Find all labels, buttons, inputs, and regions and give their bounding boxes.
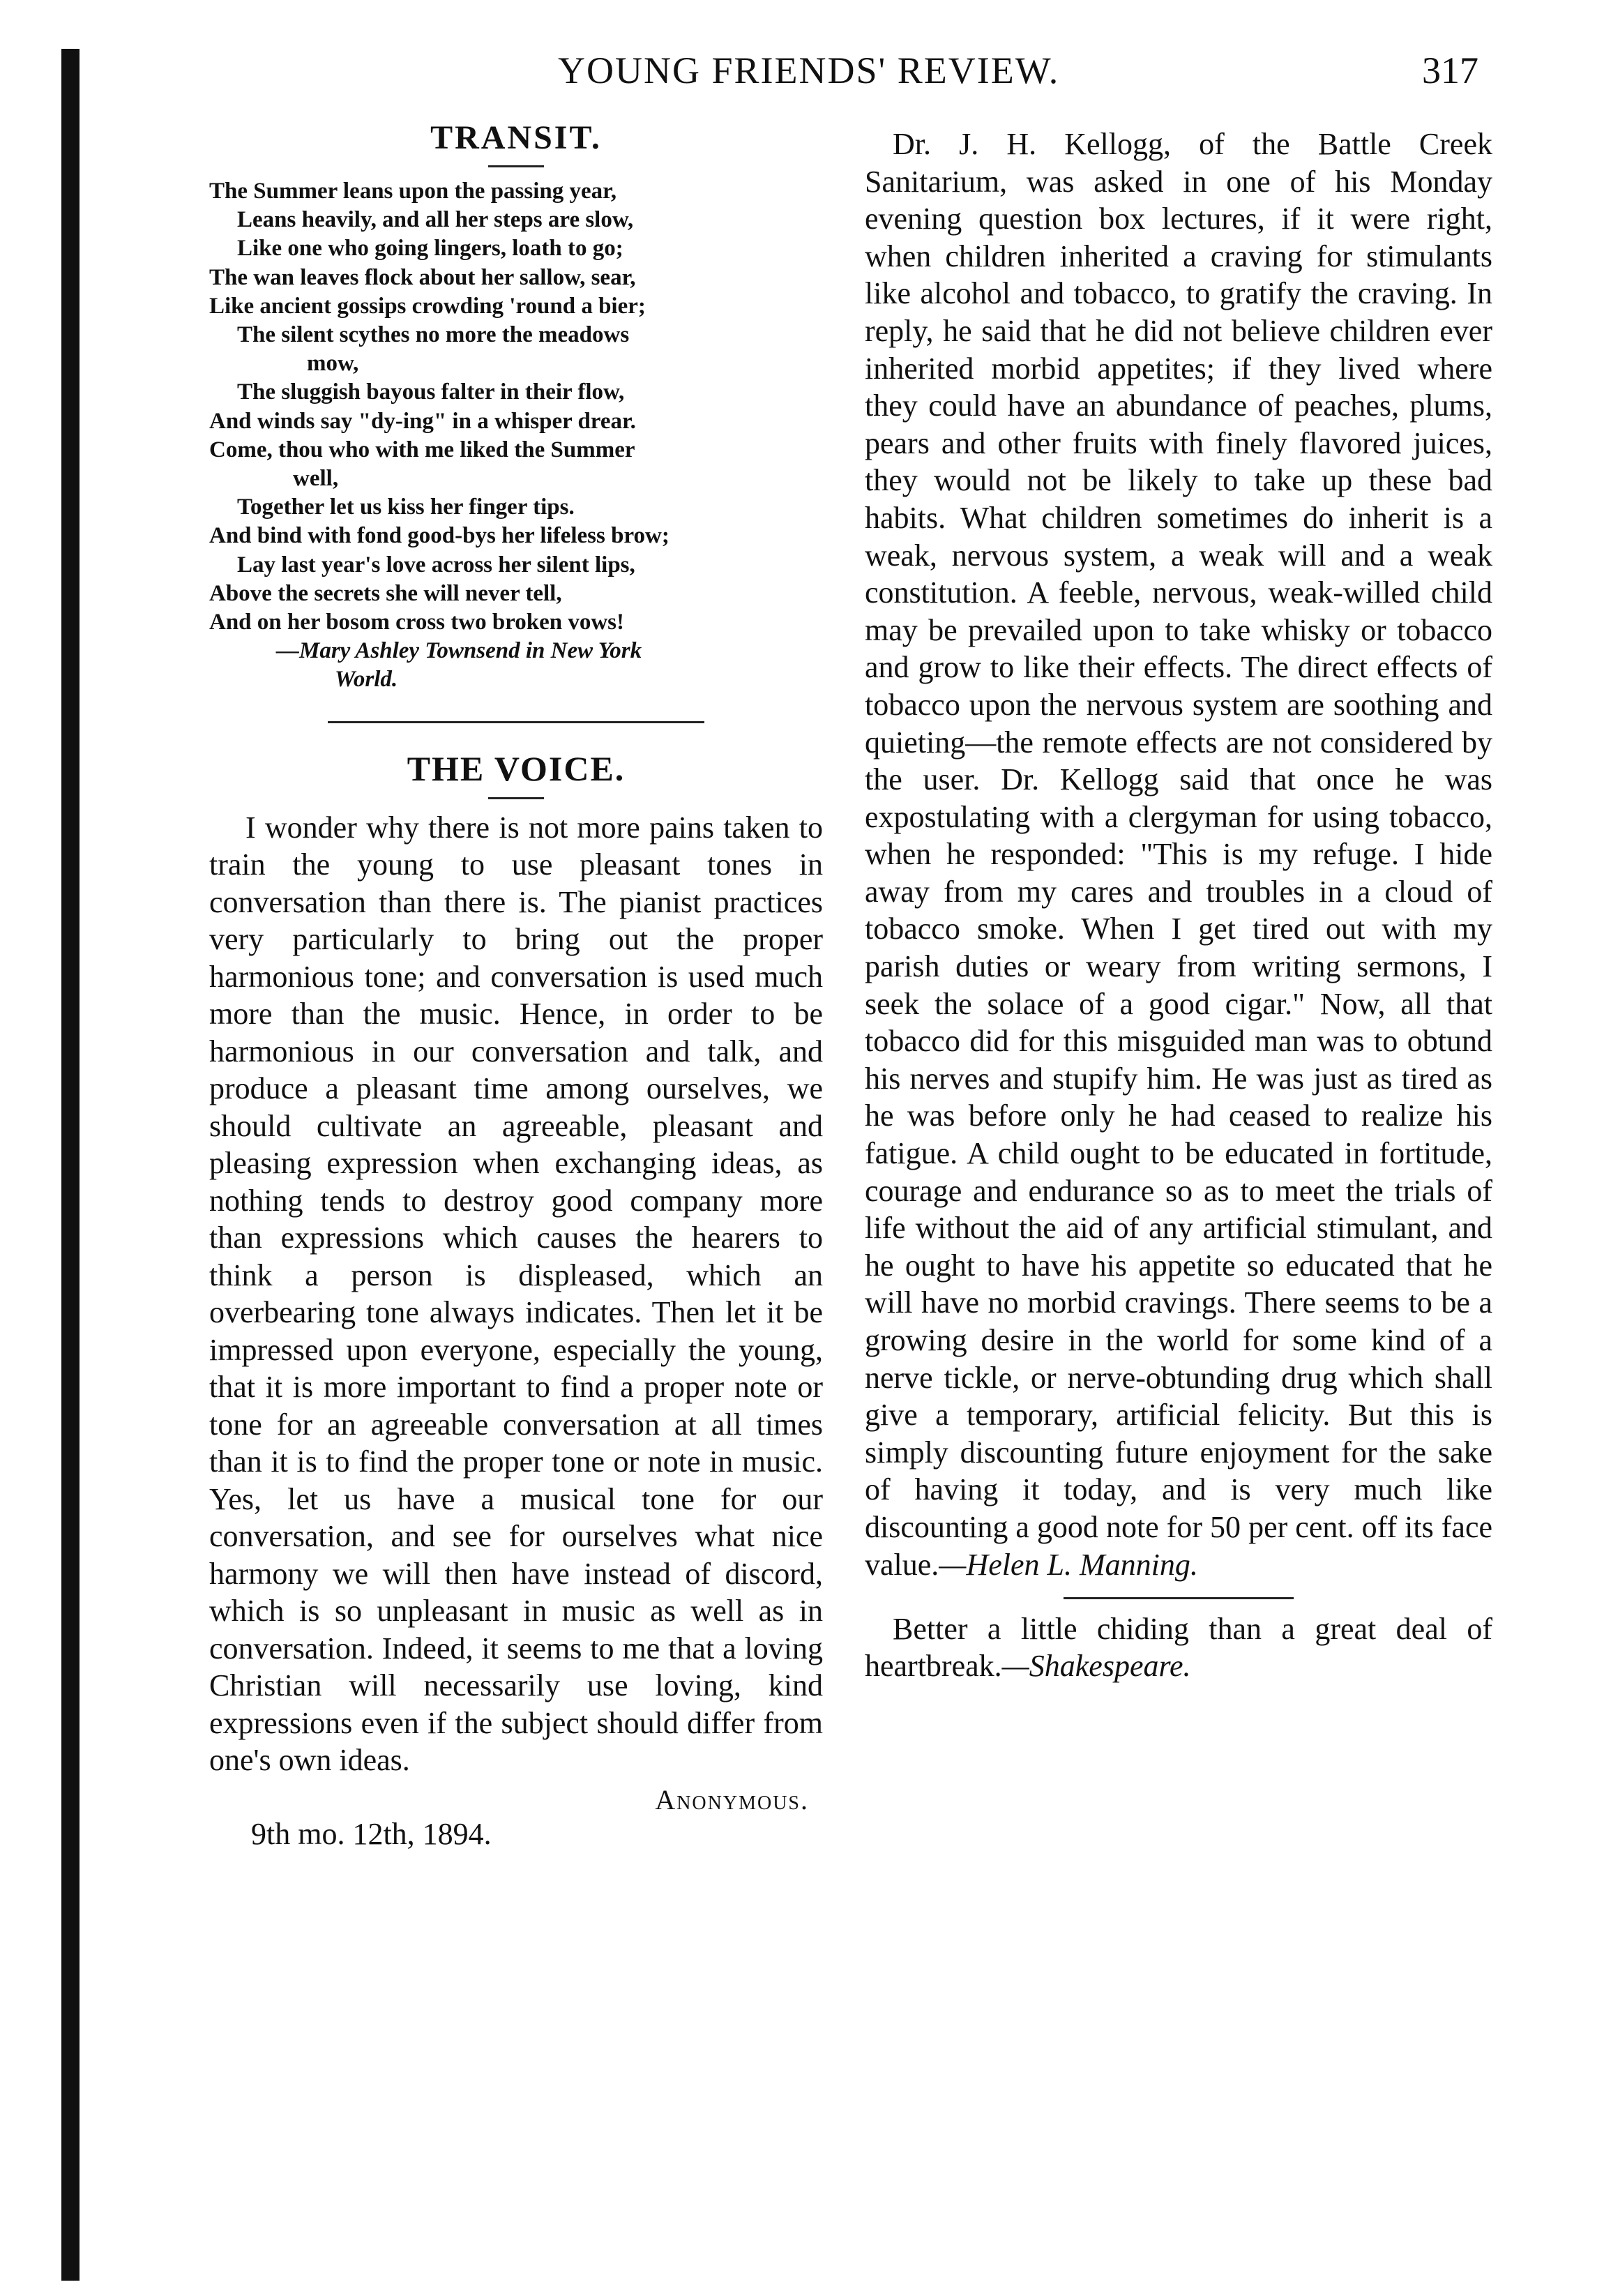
poem-line: The Summer leans upon the passing year,: [209, 179, 617, 204]
page-header: [209, 49, 1492, 105]
poem-line: Like one who going lingers, loath to go;: [237, 236, 623, 262]
poem-line: The silent scythes no more the meadows: [237, 322, 630, 348]
poem-line: well,: [293, 466, 339, 492]
poem-body: [209, 177, 823, 695]
kellogg-text: Dr. J. H. Kellogg, of the Battle Creek Sanitarium, was asked in one of his Monday evening question box lectures, if it were right, when children inherited a craving for stimulants like alcohol and tobacco, to gratify the craving. In reply, he said that he did not believe children ever inherited morbid appetites; if they lived where they could have an abundance of peaches, plums, pears and other fruits with finely flavored juices, they would not be likely to take up these bad habits. What children sometimes do inherit is a weak, nervous system, a weak will and a weak constitution. A feeble, nervous, weak-willed child may be prevailed upon to take whisky or tobacco and grow to like their effects. The direct effects of tobacco upon the nervous system are soothing and quieting—the remote effects are not considered by the user. Dr. Kellogg said that once he was expostulating with a clergyman for using tobacco, when he responded: "This is my refuge. I hide away from my cares and troubles in a cloud of tobacco smoke. When I get tired out with my parish duties or weary from writing sermons, I seek the solace of a good cigar." Now, all that tobacco did for this misguided man was to obtund his nerves and stupify him. He was just as tired as he was before only he had ceased to realize his fatigue. A child ought to be educated in fortitude, courage and endurance so as to meet the trials of life without the aid of any artificial stimulant, and he ought to have his appetite so educated that he will have no morbid cravings. There seems to be a growing desire in the world for some kind of a nerve tickle, or nerve-obtunding drug which shall give a temporary, artificial felicity. But this is simply discounting future enjoyment for the sake of having it today, and is very much like discounting a good note for 50 per cent. off its face value.: [865, 127, 1492, 1582]
poem-title: TRANSIT.: [430, 119, 602, 156]
essay-signoff: Anonymous.: [655, 1783, 809, 1815]
quote-text: Better a little chiding than a great deal of heartbreak.: [865, 1612, 1492, 1684]
quote-block: [865, 1610, 1492, 1684]
essay-dateline: 9th mo. 12th, 1894.: [251, 1816, 492, 1851]
essay-body: [209, 809, 823, 1779]
quote-attribution: —Shakespeare.: [1001, 1649, 1191, 1684]
section-divider: [328, 721, 704, 723]
poem-line: mow,: [307, 351, 359, 377]
poem-line: And bind with fond good-bys her lifeless brow;: [209, 523, 669, 549]
poem-line: The sluggish bayous falter in their flow,: [237, 379, 625, 405]
poem-attribution-cont: World.: [335, 667, 398, 693]
right-column: [865, 126, 1492, 1684]
quote-paragraph: [865, 1610, 1492, 1684]
running-title: YOUNG FRIENDS' REVIEW.: [558, 50, 1060, 91]
title-rule: [488, 165, 544, 167]
poem-line: Above the secrets she will never tell,: [209, 580, 562, 606]
kellogg-attribution: —Helen L. Manning.: [939, 1547, 1198, 1582]
poem-line: Come, thou who with me liked the Summer: [209, 437, 635, 462]
poem-line: Like ancient gossips crowding 'round a bier;: [209, 293, 646, 319]
section-divider: [1064, 1597, 1294, 1599]
poem-line: And on her bosom cross two broken vows!: [209, 610, 624, 635]
essay-title: THE VOICE.: [407, 748, 626, 788]
poem-line: The wan leaves flock about her sallow, sear,: [209, 264, 636, 290]
left-column: [209, 119, 823, 1852]
kellogg-paragraph: [865, 126, 1492, 1583]
poem-attribution: —Mary Ashley Townsend in New York: [276, 638, 642, 664]
poem-line: Together let us kiss her finger tips.: [237, 494, 575, 520]
poem-line: Lay last year's love across her silent lips,: [237, 552, 635, 577]
page-spine-bar: [61, 49, 80, 2281]
poem-line: And winds say "dy-ing" in a whisper drear.: [209, 408, 636, 434]
title-rule: [488, 797, 544, 799]
poem-line: Leans heavily, and all her steps are slow,: [237, 207, 634, 233]
essay-paragraph: I wonder why there is not more pains taken to train the young to use pleasant tones in conversation than there is. The pianist practices very particularly to bring out the proper harmonious tone; and conversation is used much more than the music. Hence, in order to be harmonious in our conversation and talk, and produce a pleasant time among ourselves, we should cultivate an agreeable, pleasant and pleasing expression when exchanging ideas, as nothing tends to destroy good company more than expressions which causes the hearers to think a person is displeased, which an overbearing tone always indicates. Then let it be impressed upon everyone, especially the young, that it is more important to find a proper note or tone for an agreeable conversation at all times than it is to find the proper tone or note in music. Yes, let us have a musical tone for our conversation, and see for ourselves what nice harmony we will then have instead of discord, which is so unpleasant in music as well as in conversation. Indeed, it seems to me that a loving Christian will necessarily use loving, kind expressions even if the subject should differ from one's own ideas.: [209, 810, 823, 1778]
page-number: 317: [1422, 50, 1478, 91]
kellogg-article: [865, 126, 1492, 1583]
